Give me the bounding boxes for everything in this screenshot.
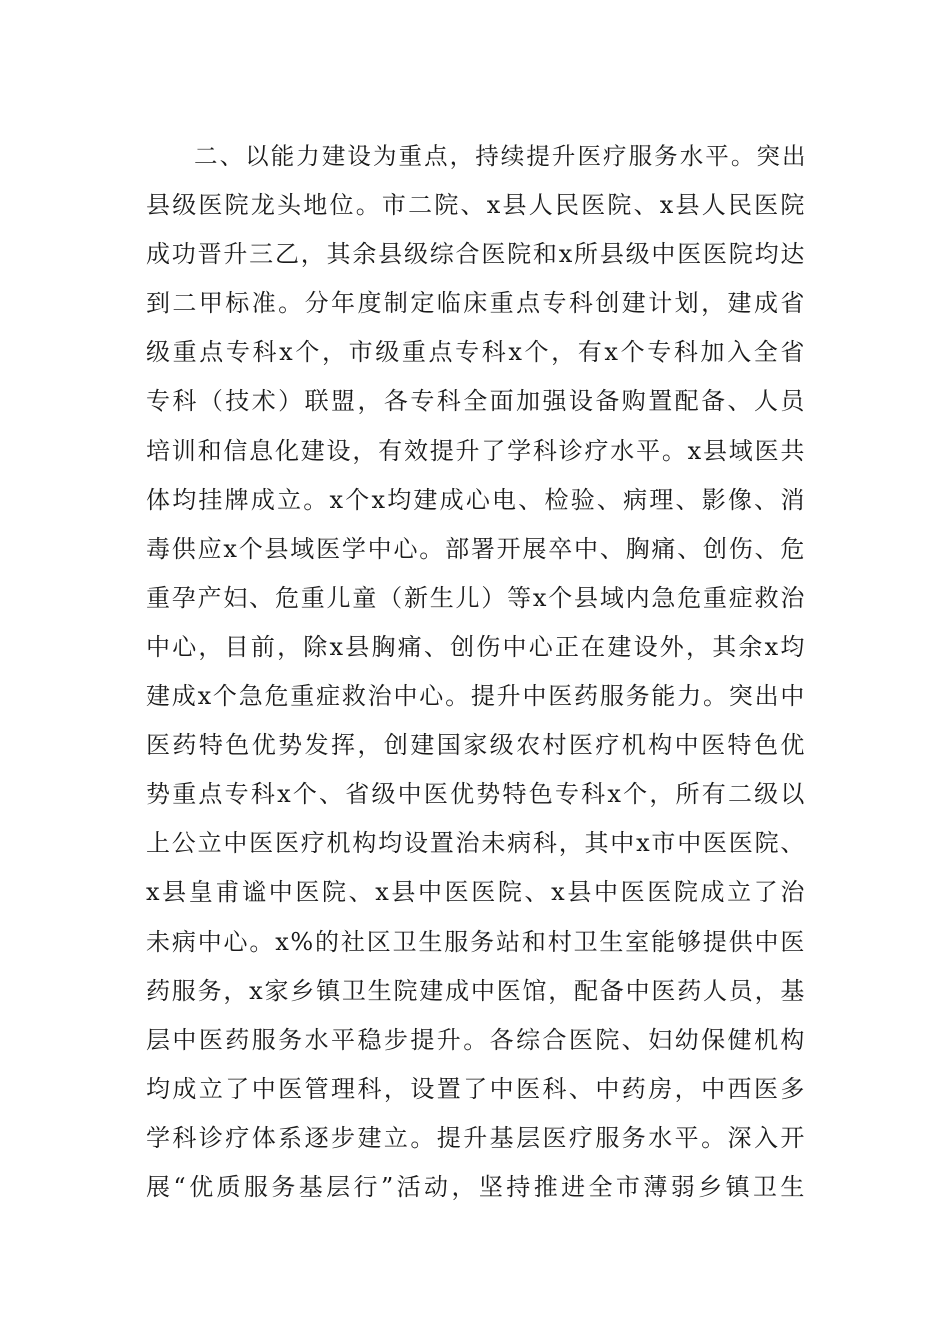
text-line: 到二甲标准。分年度制定临床重点专科创建计划，建成省	[146, 289, 806, 318]
text-line: 级重点专科x个，市级重点专科x个，有x个专科加入全省	[146, 338, 806, 367]
text-line: 毒供应x个县域医学中心。部署开展卒中、胸痛、创伤、危	[146, 534, 806, 563]
text-line: 上公立中医医疗机构均设置治未病科，其中x市中医医院、	[146, 829, 806, 858]
text-line: 层中医药服务水平稳步提升。各综合医院、妇幼保健机构	[146, 1025, 806, 1054]
text-line: 势重点专科x个、省级中医优势特色专科x个，所有二级以	[146, 780, 806, 809]
text-line: 学科诊疗体系逐步建立。提升基层医疗服务水平。深入开	[146, 1123, 806, 1152]
text-line: 二、以能力建设为重点，持续提升医疗服务水平。突出	[194, 142, 806, 170]
text-line: 体均挂牌成立。x个x均建成心电、检验、病理、影像、消	[146, 485, 806, 514]
text-line: 医药特色优势发挥，创建国家级农村医疗机构中医特色优	[146, 731, 806, 760]
text-line: x县皇甫谧中医院、x县中医医院、x县中医医院成立了治	[146, 878, 806, 907]
text-line: 中心，目前，除x县胸痛、创伤中心正在建设外，其余x均	[146, 632, 806, 661]
text-line: 专科（技术）联盟，各专科全面加强设备购置配备、人员	[146, 387, 806, 416]
text-line: 重孕产妇、危重儿童（新生儿）等x个县域内急危重症救治	[146, 583, 806, 612]
text-line: 建成x个急危重症救治中心。提升中医药服务能力。突出中	[146, 682, 806, 711]
paragraph	[146, 132, 806, 1212]
text-line: 成功晋升三乙，其余县级综合医院和x所县级中医医院均达	[146, 240, 806, 269]
text-line: 县级医院龙头地位。市二院、x县人民医院、x县人民医院	[146, 191, 806, 220]
text-line: 药服务，x家乡镇卫生院建成中医馆，配备中医药人员，基	[146, 976, 806, 1005]
text-line: 展“优质服务基层行”活动，坚持推进全市薄弱乡镇卫生	[146, 1172, 806, 1201]
text-line: 培训和信息化建设，有效提升了学科诊疗水平。x县域医共	[146, 436, 806, 465]
text-line: 未病中心。x%的社区卫生服务站和村卫生室能够提供中医	[146, 927, 806, 956]
text-line: 均成立了中医管理科，设置了中医科、中药房，中西医多	[146, 1074, 806, 1103]
